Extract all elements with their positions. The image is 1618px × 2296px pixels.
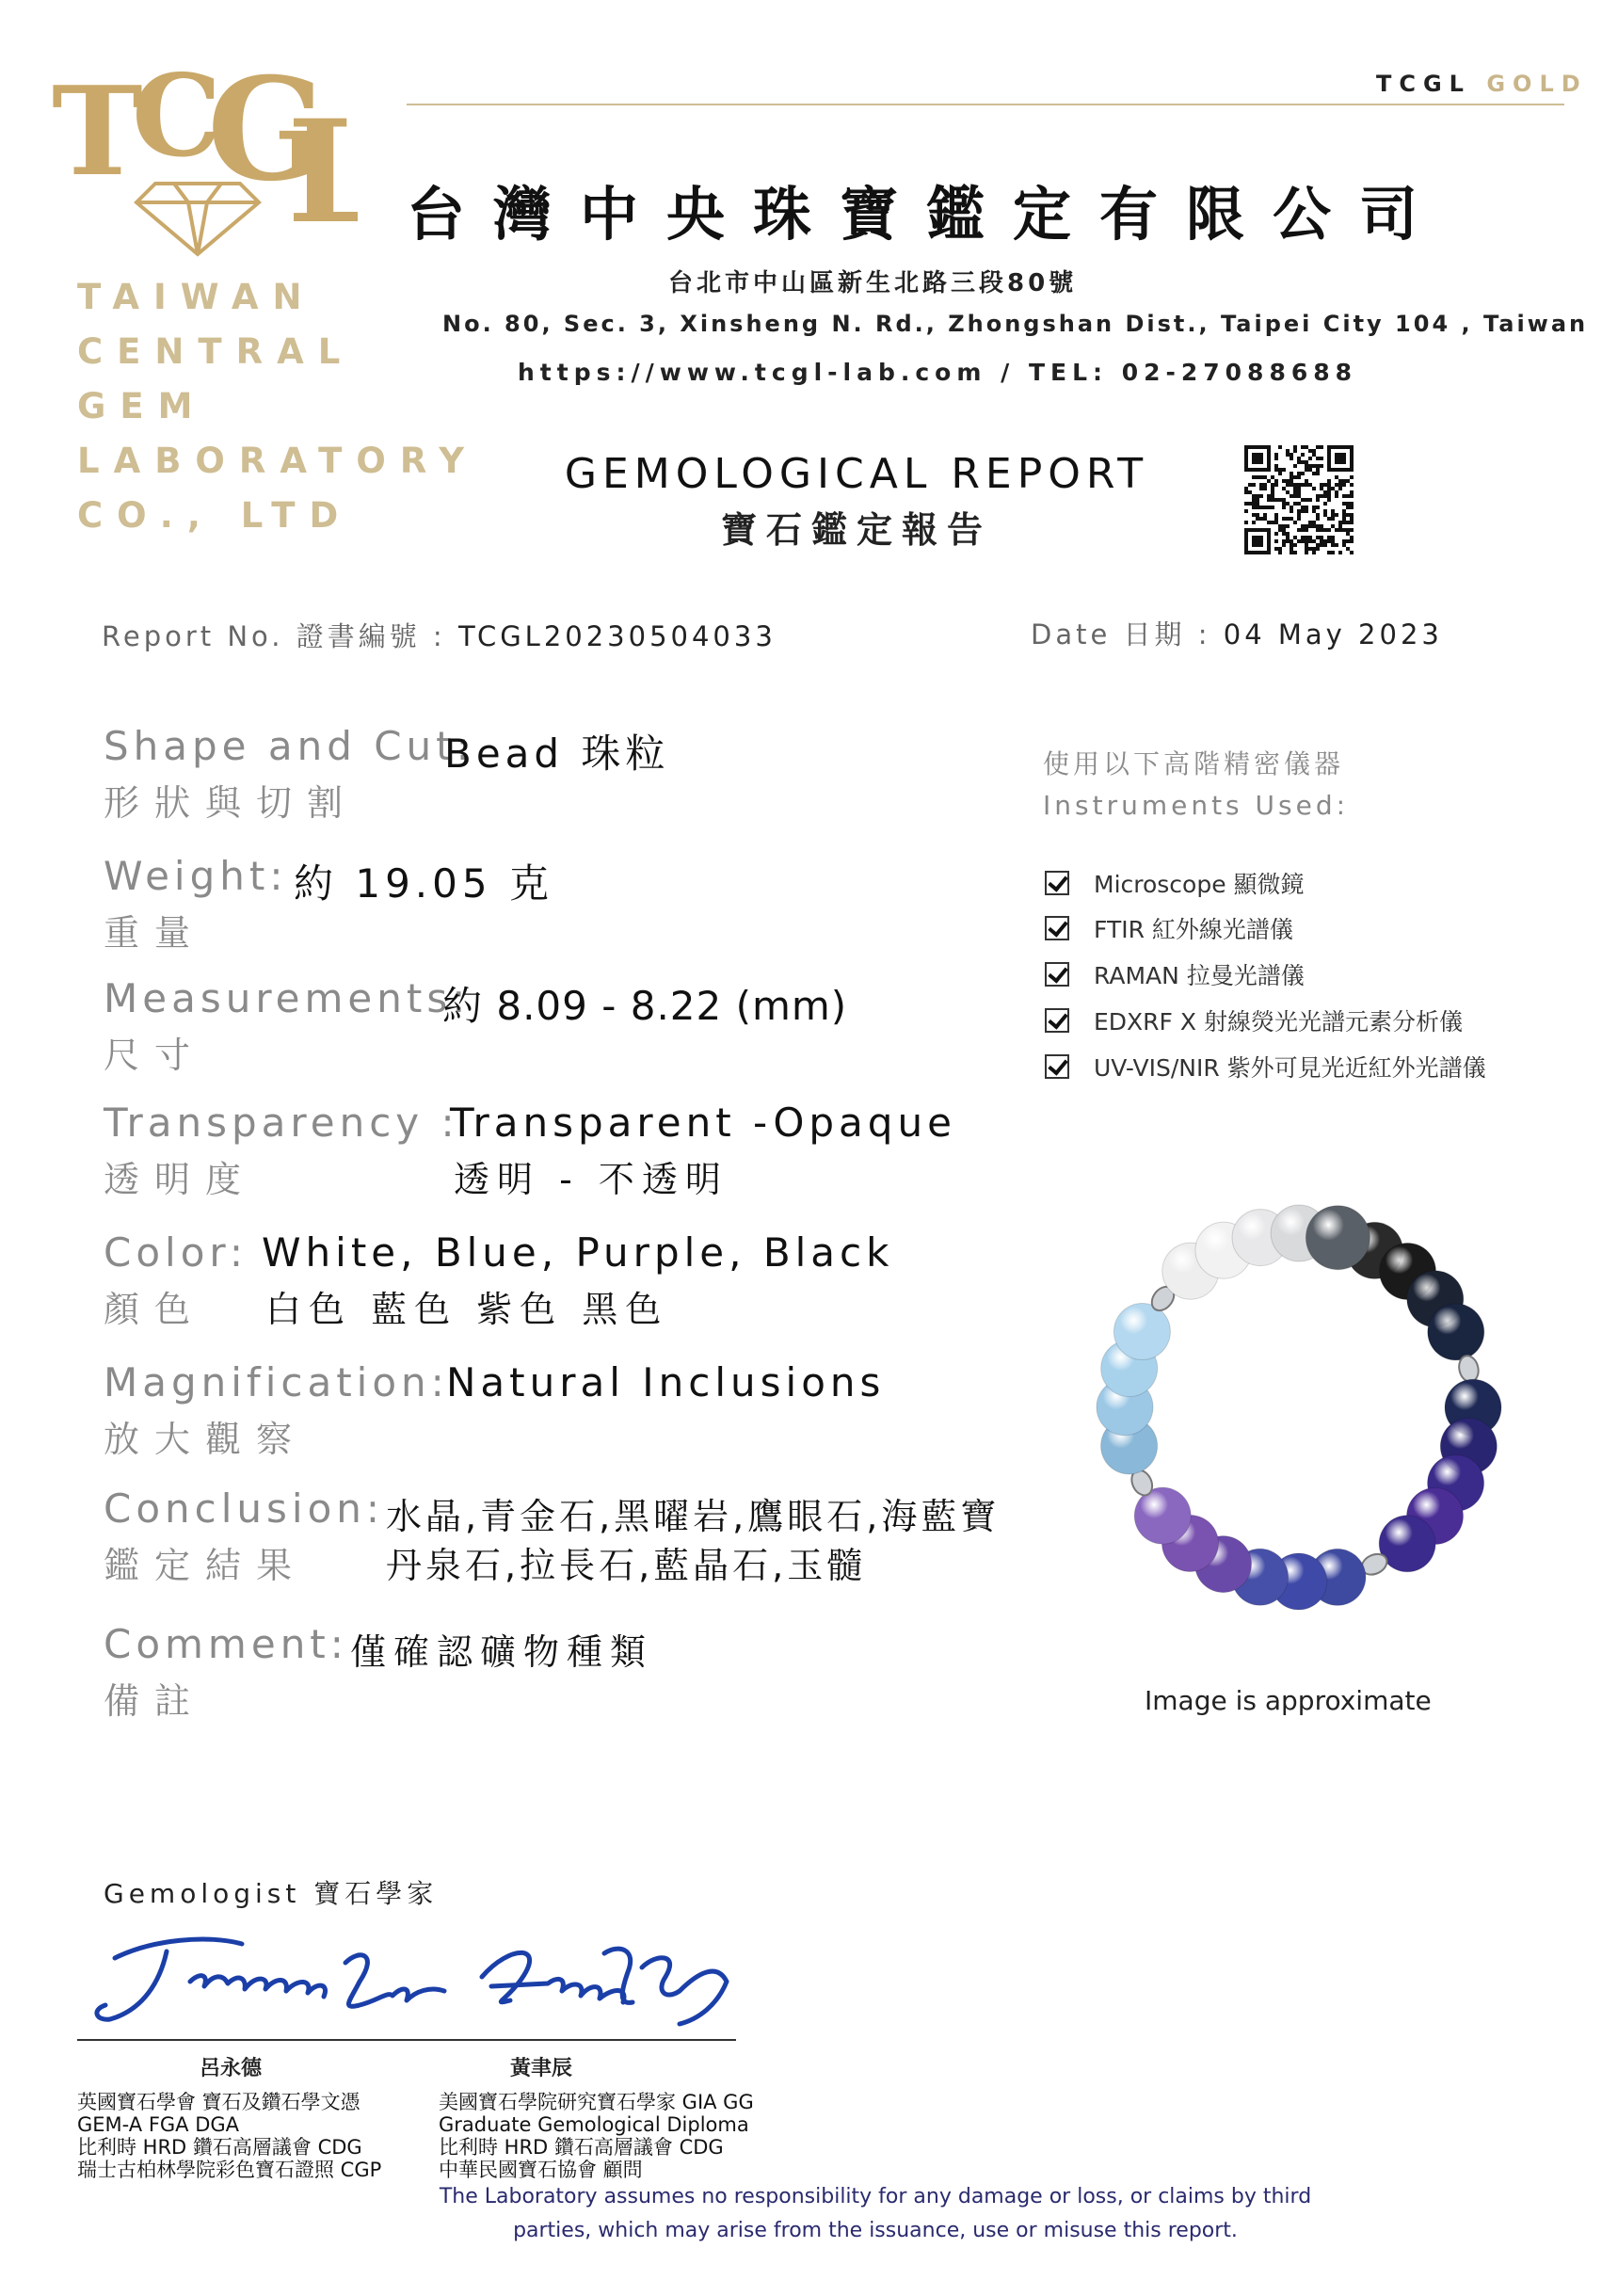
color-label-zh: 顏色	[104, 1289, 206, 1330]
instrument-item	[1045, 911, 1293, 945]
transparency-value-zh: 透明 - 不透明	[454, 1159, 729, 1200]
logo-monogram-icon	[47, 52, 358, 268]
instrument-label: Microscope 顯微鏡	[1094, 871, 1305, 898]
logo-line: CO., LTD	[77, 495, 353, 536]
conclusion-value-line2: 丹泉石,拉長石,藍晶石,玉髓	[386, 1545, 867, 1586]
magnification-label-zh: 放大觀察	[104, 1419, 308, 1460]
report-number-row	[102, 616, 777, 654]
signature-image-icon	[77, 1916, 736, 2038]
instruments-heading-zh: 使用以下高階精密儀器	[1043, 748, 1345, 779]
bracelet-photo	[1073, 1177, 1525, 1647]
disclaimer-line: parties, which may arise from the issuance, use or misuse this report.	[513, 2219, 1238, 2242]
instrument-item	[1045, 1003, 1463, 1037]
instrument-item	[1045, 866, 1305, 900]
credential-line: 美國寶石學院研究寶石學家 GIA GG	[439, 2091, 754, 2113]
report-title: GEMOLOGICAL REPORT	[564, 450, 1149, 498]
brand-tier: GOLD	[1486, 71, 1588, 97]
conclusion-label: Conclusion:	[104, 1485, 385, 1532]
logo-company-name	[77, 270, 478, 543]
checkbox-checked-icon	[1045, 1054, 1069, 1079]
disclaimer	[358, 2180, 1393, 2248]
color-label: Color:	[104, 1229, 248, 1276]
brand-tier-label	[1376, 71, 1588, 97]
color-value-zh: 白色 藍色 紫色 黑色	[265, 1289, 669, 1330]
svg-text:G: G	[207, 52, 328, 213]
gemologist-label: Gemologist 寶石學家	[104, 1878, 439, 1909]
credential-line: 比利時 HRD 鑽石高層議會 CDG	[77, 2136, 362, 2159]
measurements-label-zh: 尺寸	[104, 1035, 206, 1076]
weight-label: Weight:	[104, 853, 288, 899]
logo-line: TAIWAN	[77, 277, 316, 317]
instrument-label: UV-VIS/NIR 紫外可見光近紅外光譜儀	[1094, 1054, 1486, 1082]
instrument-label: EDXRF X 射線熒光光譜元素分析儀	[1094, 1008, 1463, 1036]
brand-name: TCGL	[1376, 71, 1471, 97]
credential-line: 中華民國寶石協會 顧問	[439, 2159, 643, 2181]
conclusion-value-line1: 水晶,青金石,黑曜岩,鷹眼石,海藍寶	[386, 1496, 1001, 1537]
gemologist-2-name: 黃聿辰	[510, 2057, 573, 2080]
credential-line: Graduate Gemological Diploma	[439, 2113, 749, 2136]
instruments-heading-en: Instruments Used:	[1043, 790, 1350, 821]
shape-value: Bead 珠粒	[444, 731, 670, 777]
conclusion-label-zh: 鑑定結果	[104, 1545, 308, 1586]
report-number: TCGL20230504033	[457, 620, 777, 652]
shape-label-zh: 形狀與切割	[104, 782, 359, 824]
checkbox-checked-icon	[1045, 962, 1069, 987]
instrument-item	[1045, 1050, 1486, 1084]
svg-text:C: C	[132, 52, 222, 183]
transparency-value: Transparent -Opaque	[450, 1100, 956, 1146]
transparency-label-zh: 透明度	[104, 1159, 257, 1200]
credential-line: GEM-A FGA DGA	[77, 2113, 240, 2136]
weight-label-zh: 重量	[104, 912, 206, 954]
instrument-item	[1045, 957, 1305, 991]
disclaimer-line: The Laboratory assumes no responsibility for any damage or loss, or claims by third	[439, 2185, 1312, 2208]
signature-divider	[77, 2039, 736, 2041]
measurements-value: 約 8.09 - 8.22 (mm)	[442, 983, 848, 1029]
logo-line: LABORATORY	[77, 441, 479, 481]
magnification-value: Natural Inclusions	[446, 1359, 886, 1405]
report-date-label: Date 日期 :	[1031, 618, 1211, 650]
magnification-label: Magnification:	[104, 1359, 449, 1405]
weight-value: 約 19.05 克	[294, 860, 553, 907]
logo-line: CENTRAL	[77, 331, 355, 372]
address-zh: 台北市中山區新生北路三段80號	[668, 269, 1078, 297]
gemologist-1	[77, 2052, 381, 2181]
comment-label: Comment:	[104, 1621, 348, 1667]
report-date-row	[1031, 614, 1443, 652]
image-caption: Image is approximate	[1145, 1685, 1432, 1716]
gemologist-2	[439, 2052, 754, 2181]
measurements-label: Measurements:	[104, 975, 471, 1021]
report-number-label: Report No. 證書編號 :	[102, 620, 446, 652]
logo-line: GEM	[77, 386, 207, 426]
tcgl-logo	[47, 52, 358, 268]
checkbox-checked-icon	[1045, 871, 1069, 895]
color-value: White, Blue, Purple, Black	[262, 1229, 894, 1276]
credential-line: 比利時 HRD 鑽石高層議會 CDG	[439, 2136, 724, 2159]
instruments-heading	[1043, 744, 1349, 827]
address-en: No. 80, Sec. 3, Xinsheng N. Rd., Zhongshan Dist., Taipei City 104 , Taiwan	[442, 311, 1589, 337]
gemologist-1-name: 呂永德	[200, 2057, 263, 2080]
header-divider	[407, 104, 1564, 105]
qr-code[interactable]	[1244, 445, 1354, 558]
company-name-zh: 台灣中央珠寶鑑定有限公司	[407, 180, 1447, 249]
bracelet-image-icon	[1073, 1177, 1525, 1647]
report-date: 04 May 2023	[1223, 618, 1443, 650]
signature-franco-lui	[77, 1916, 736, 2042]
shape-label: Shape and Cut:	[104, 723, 474, 769]
report-title-zh: 寶石鑑定報告	[720, 509, 992, 551]
checkbox-checked-icon	[1045, 1008, 1069, 1033]
transparency-label: Transparency :	[104, 1100, 459, 1146]
credential-line: 瑞士古柏林學院彩色寶石證照 CGP	[77, 2159, 382, 2181]
contact-line: https://www.tcgl-lab.com / TEL: 02-27088688	[518, 359, 1358, 386]
checkbox-checked-icon	[1045, 916, 1069, 940]
svg-text:T: T	[52, 59, 143, 203]
qr-code-icon	[1244, 445, 1354, 554]
credential-line: 英國寶石學會 寶石及鑽石學文憑	[77, 2091, 360, 2113]
comment-label-zh: 備註	[104, 1680, 206, 1722]
instrument-label: FTIR 紅外線光譜儀	[1094, 916, 1293, 943]
comment-value: 僅確認礦物種類	[350, 1631, 654, 1673]
instrument-label: RAMAN 拉曼光譜儀	[1094, 962, 1305, 989]
svg-text:L: L	[287, 89, 358, 255]
